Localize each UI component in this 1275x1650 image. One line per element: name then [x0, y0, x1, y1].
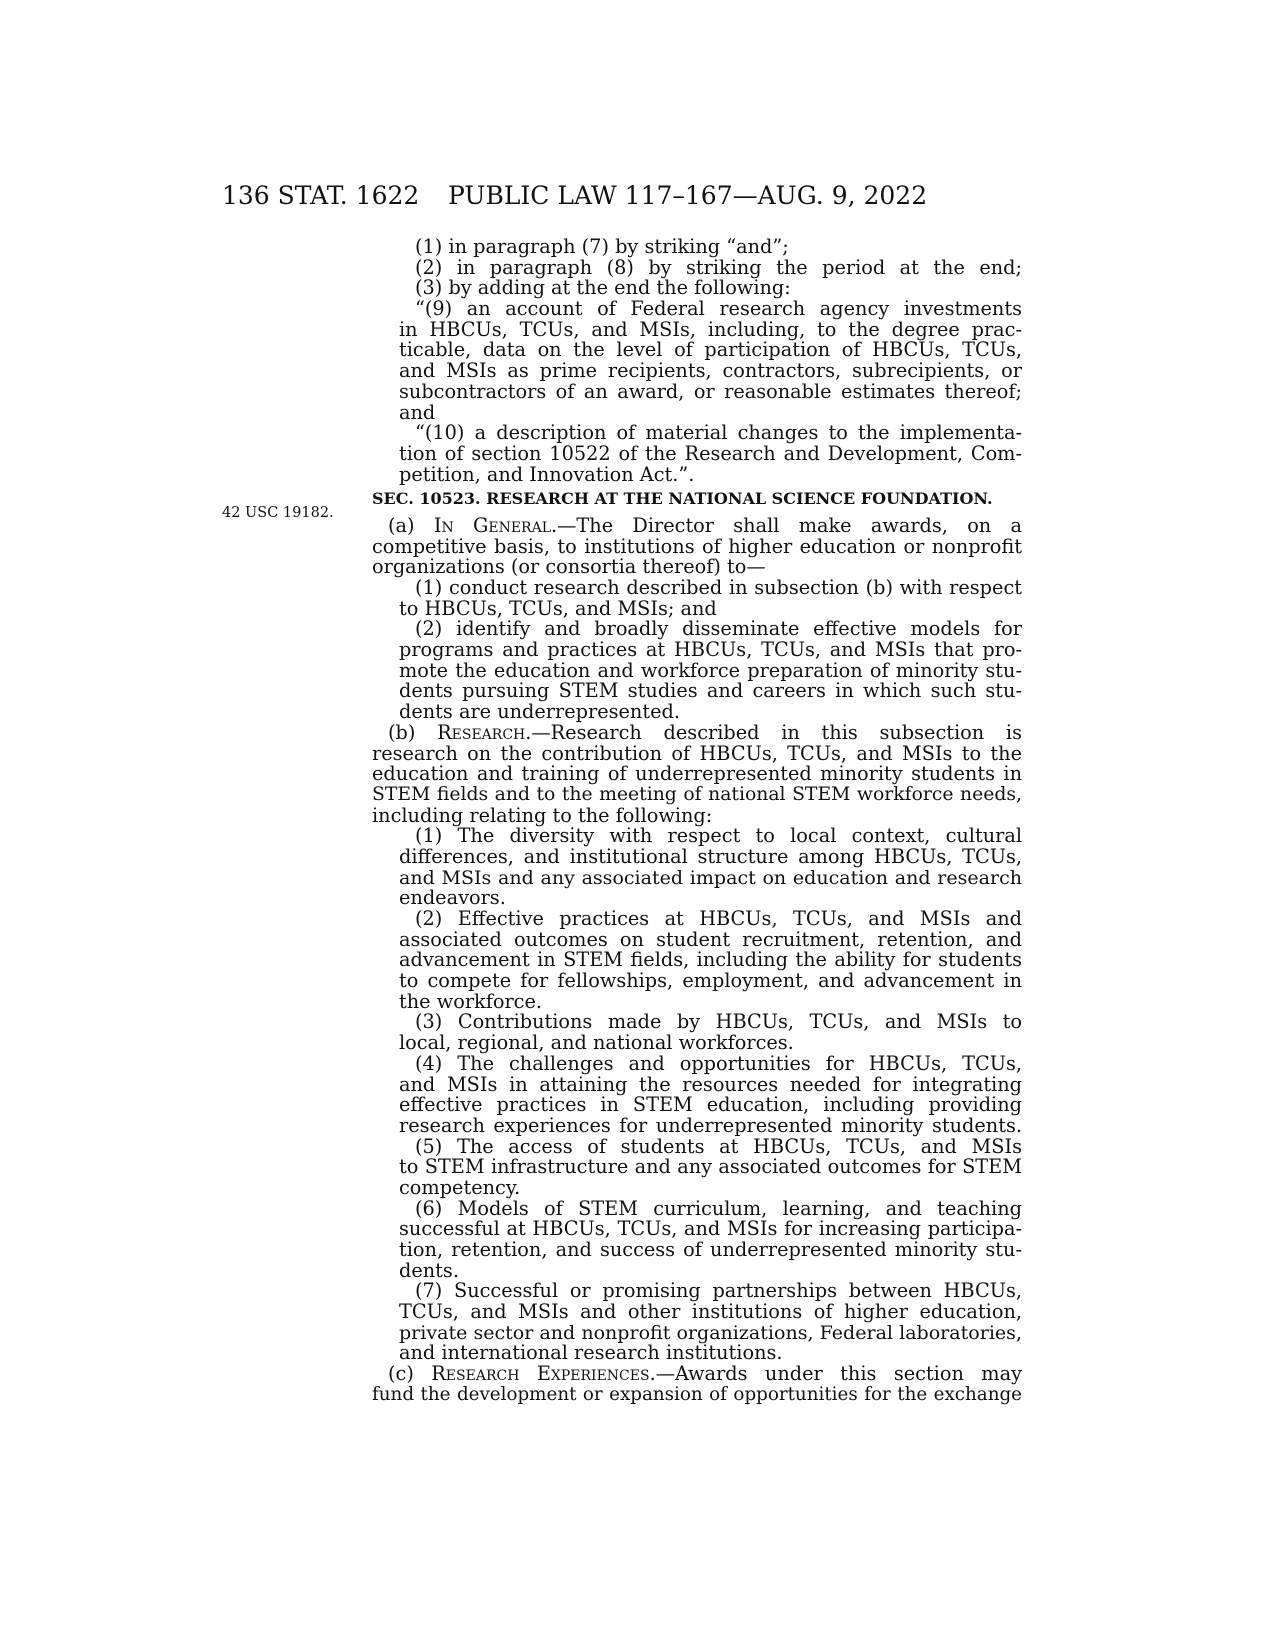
paragraph-line: (5) The access of students at HBCUs, TCUs, and MSIs [415, 1134, 1022, 1158]
subsection-c-text: .—Awards under this section may [649, 1362, 1022, 1386]
amend-line: (2) in paragraph (8) by striking the period at the end; [415, 255, 1022, 279]
amend-line: (3) by adding at the end the following: [415, 276, 791, 300]
paragraph-line: the workforce. [399, 989, 543, 1013]
paragraph-line: competency. [399, 1175, 521, 1199]
section-heading: SEC. 10523. RESEARCH AT THE NATIONAL SCIENCE FOUNDATION. [372, 489, 993, 509]
amend-line: petition, and Innovation Act.”. [399, 462, 695, 486]
paragraph-line: differences, and institutional structure among HBCUs, TCUs, [399, 844, 1022, 868]
amend-line: (1) in paragraph (7) by striking “and”; [415, 235, 789, 258]
paragraph-line: and MSIs and any associated impact on education and research [399, 866, 1022, 889]
paragraph-line: tion, retention, and success of underrepresented minority stu- [399, 1238, 1022, 1261]
subsection-a-line [372, 513, 1022, 537]
subsection-a-text: .—The Director shall make awards, on a [551, 513, 1022, 537]
paragraph-line: (3) Contributions made by HBCUs, TCUs, and MSIs to [415, 1010, 1022, 1034]
subsection-c-heading: Research Experiences [431, 1362, 650, 1386]
paragraph-line: effective practices in STEM education, including providing [399, 1093, 1022, 1117]
paragraph-line: local, regional, and national workforces. [399, 1031, 794, 1055]
paragraph-line: dents. [399, 1258, 459, 1282]
paragraph-line: (2) Effective practices at HBCUs, TCUs, and MSIs and [415, 907, 1022, 930]
subsection-a-line: organizations (or consortia thereof) to— [372, 555, 766, 579]
subsection-b-line: research on the contribution of HBCUs, TCUs, and MSIs to the [372, 741, 1022, 765]
paragraph-line: (2) identify and broadly disseminate effective models for [415, 617, 1022, 641]
amend-line: subcontractors of an award, or reasonable estimates thereof; [399, 379, 1022, 403]
subsection-b-line: STEM fields and to the meeting of national STEM workforce needs, [372, 783, 1022, 805]
paragraph-line: private sector and nonprofit organizations, Federal laboratories, [399, 1321, 1022, 1344]
amend-line: “(9) an account of Federal research agency investments [415, 297, 1022, 321]
subsection-a-heading: In General [433, 513, 552, 537]
amend-line: and [399, 400, 436, 424]
paragraph-line: programs and practices at HBCUs, TCUs, and MSIs that pro- [399, 638, 1022, 662]
paragraph-line: (1) The diversity with respect to local context, cultural [415, 824, 1022, 848]
subsection-b-line [372, 720, 1022, 744]
paragraph-line: (1) conduct research described in subsection (b) with respect [415, 576, 1022, 599]
amend-line: in HBCUs, TCUs, and MSIs, including, to the degree prac- [399, 317, 1022, 341]
usc-margin-citation: 42 USC 19182. [222, 505, 334, 521]
paragraph-line: advancement in STEM fields, including the ability for students [399, 948, 1022, 972]
subsection-b-line: including relating to the following: [372, 803, 713, 827]
paragraph-line: mote the education and workforce preparation of minority stu- [399, 658, 1022, 682]
paragraph-line: dents are underrepresented. [399, 700, 680, 724]
paragraph-line: TCUs, and MSIs and other institutions of higher education, [399, 1300, 1022, 1324]
subsection-b-line: education and training of underrepresented minority students in [372, 762, 1022, 786]
subsection-c-label: (c) [388, 1362, 414, 1386]
amend-line: and MSIs as prime recipients, contractors, subrecipients, or [399, 359, 1022, 383]
paragraph-line: research experiences for underrepresented minority students. [399, 1113, 1022, 1137]
paragraph-line: endeavors. [399, 886, 506, 910]
amend-line: ticable, data on the level of participation of HBCUs, TCUs, [399, 338, 1022, 362]
paragraph-line: (7) Successful or promising partnerships between HBCUs, [415, 1279, 1022, 1303]
subsection-c-line [372, 1364, 1022, 1385]
subsection-a-line: competitive basis, to institutions of higher education or nonprofit [372, 534, 1022, 558]
paragraph-line: and MSIs in attaining the resources needed for integrating [399, 1072, 1022, 1096]
paragraph-line: and international research institutions. [399, 1341, 783, 1365]
subsection-b-label: (b) [388, 720, 416, 744]
page-running-title: PUBLIC LAW 117–167—AUG. 9, 2022 [448, 181, 928, 210]
statute-body [372, 237, 1022, 1406]
paragraph-line: associated outcomes on student recruitment, retention, and [399, 927, 1022, 951]
subsection-a-label: (a) [388, 513, 415, 537]
amend-line: tion of section 10522 of the Research and Development, Com- [399, 441, 1022, 465]
amend-line: “(10) a description of material changes to the implementa- [415, 421, 1022, 445]
paragraph-line: dents pursuing STEM studies and careers in which such stu- [399, 679, 1022, 703]
paragraph-line: successful at HBCUs, TCUs, and MSIs for increasing participa- [399, 1217, 1022, 1241]
stat-page-number: 136 STAT. 1622 [222, 181, 420, 210]
paragraph-line: to STEM infrastructure and any associated outcomes for STEM [399, 1155, 1022, 1179]
paragraph-line: (4) The challenges and opportunities for HBCUs, TCUs, [415, 1051, 1022, 1075]
paragraph-line: (6) Models of STEM curriculum, learning, and teaching [415, 1196, 1022, 1220]
subsection-c-line: fund the development or expansion of opportunities for the exchange [372, 1383, 1022, 1405]
subsection-b-heading: Research [437, 720, 526, 744]
paragraph-line: to HBCUs, TCUs, and MSIs; and [399, 596, 717, 620]
paragraph-line: to compete for fellowships, employment, and advancement in [399, 969, 1022, 993]
subsection-b-text: .—Research described in this subsection is [525, 720, 1022, 744]
